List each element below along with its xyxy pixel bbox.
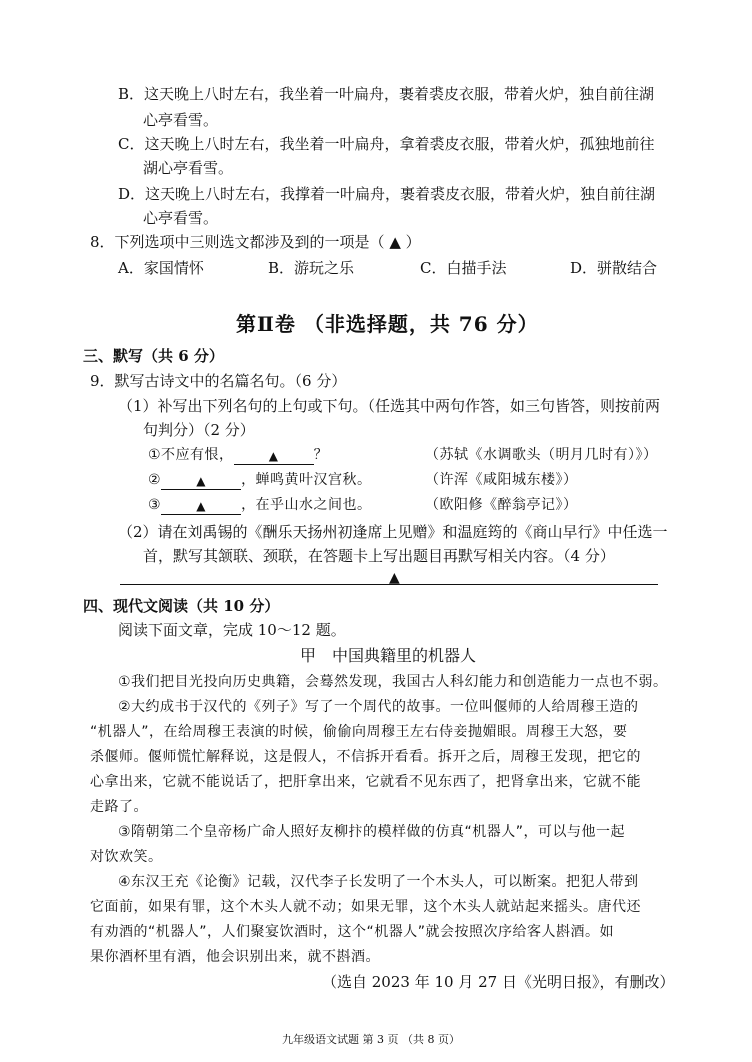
q7-option-d-line2: 心亭看雪。 <box>143 209 219 227</box>
q8-stem: 8．下列选项中三则选文都涉及到的一项是（ ▲ ） <box>90 233 421 251</box>
q7-option-d-line1: D．这天晚上八时左右，我撑着一叶扁舟，裹着裘皮衣服，带着火炉，独自前往湖 <box>118 185 656 203</box>
fill-item-2 <box>148 470 372 490</box>
q9-sub1-line2: 句判分）（2 分） <box>143 421 255 439</box>
fill-blank-3[interactable] <box>161 496 241 515</box>
q7-option-c-line1: C．这天晚上八时左右，我坐着一叶扁舟，拿着裘皮衣服，带着火炉，孤独地前往 <box>118 135 655 153</box>
q9-sub2-line2: 首，默写其颔联、颈联，在答题卡上写出题目再默写相关内容。（4 分） <box>143 547 615 565</box>
fill-item-3-source: （欧阳修《醉翁亭记》） <box>425 497 578 513</box>
article-p4-line4: 果你酒杯里有酒，他会识别出来，就不斟酒。 <box>90 949 380 965</box>
article-p2-line5: 走路了。 <box>90 799 148 815</box>
fill-blank-2-mark: ▲ <box>196 474 206 488</box>
fill-item-2-pre: ② <box>148 472 162 488</box>
q8-option-d: D．骈散结合 <box>570 259 658 277</box>
article-p2-line1: ②大约成书于汉代的《列子》写了一个周代的故事。一位叫偃师的人给周穆王造的 <box>118 699 639 715</box>
fill-blank-2[interactable] <box>161 471 241 490</box>
article-title: 甲 中国典籍里的机器人 <box>300 646 477 665</box>
fill-item-3-post: ，在乎山水之间也。 <box>241 497 372 513</box>
article-p4-line2: 它面前，如果有罪，这个木头人就不动；如果无罪，这个木头人就站起来摇头。唐代还 <box>90 899 641 915</box>
q8-option-c: C．白描手法 <box>420 259 507 277</box>
q9-sub2-line1: （2）请在刘禹锡的《酬乐天扬州初逢席上见赠》和温庭筠的《商山早行》中任选一 <box>118 523 668 541</box>
article-source: （选自 2023 年 10 月 27 日《光明日报》，有删改） <box>322 973 675 991</box>
article-p4-line3: 有劝酒的“机器人”，人们聚宴饮酒时，这个“机器人”就会按照次序给客人斟酒。如 <box>90 924 615 940</box>
article-p4-line1: ④东汉王充《论衡》记载，汉代李子长发明了一个木头人，可以断案。把犯人带到 <box>118 874 639 890</box>
article-p2-line2: “机器人”，在给周穆王表演的时候，偷偷向周穆王左右侍妾抛媚眼。周穆王大怒，要 <box>90 724 628 740</box>
q7-option-b-line2: 心亭看雪。 <box>143 111 219 129</box>
fill-item-3 <box>148 495 372 515</box>
fill-blank-1[interactable] <box>234 446 314 465</box>
article-p1: ①我们把目光投向历史典籍，会蓦然发现，我国古人科幻能力和创造能力一点也不弱。 <box>118 674 668 690</box>
reading-intro: 阅读下面文章，完成 10～12 题。 <box>118 621 346 639</box>
q7-option-b-line1: B．这天晚上八时左右，我坐着一叶扁舟，裹着裘皮衣服，带着火炉，独自前往湖 <box>118 85 655 103</box>
q9-sub1-line1: （1）补写出下列名句的上句或下句。（任选其中两句作答，如三句皆答，则按前两 <box>118 397 661 415</box>
fill-item-2-source: （许浑《咸阳城东楼》） <box>425 472 578 488</box>
fill-item-1-source: （苏轼《水调歌头（明月几时有）》） <box>425 447 658 463</box>
page-footer: 九年级语文试题 第 3 页 （共 8 页） <box>282 1033 460 1046</box>
q7-option-c-line2: 湖心亭看雪。 <box>143 159 234 177</box>
fill-item-1-post: ？ <box>313 447 329 463</box>
article-p2-line3: 杀偃师。偃师慌忙解释说，这是假人，不信拆开看看。拆开之后，周穆王发现，把它的 <box>90 749 641 765</box>
part2-title: 第Ⅱ卷 （非选择题，共 76 分） <box>236 312 539 336</box>
section3-heading: 三、默写（共 6 分） <box>83 347 224 365</box>
fill-item-1-pre: ①不应有恨， <box>148 447 234 463</box>
section4-heading: 四、现代文阅读（共 10 分） <box>83 597 280 615</box>
fill-blank-1-mark: ▲ <box>268 449 279 463</box>
article-p3-line1: ③隋朝第二个皇帝杨广命人照好友柳抃的模样做的仿真“机器人”，可以与他一起 <box>118 824 626 840</box>
fill-item-1 <box>148 445 328 465</box>
q8-option-b: B．游玩之乐 <box>268 259 355 277</box>
fill-item-3-pre: ③ <box>148 497 162 513</box>
fill-item-2-post: ，蝉鸣黄叶汉宫秋。 <box>241 472 372 488</box>
answer-line-mark: ▲ <box>389 570 400 586</box>
article-p3-line2: 对饮欢笑。 <box>90 849 163 865</box>
q8-option-a: A．家国情怀 <box>118 259 204 277</box>
article-p2-line4: 心拿出来，它就不能说话了，把肝拿出来，它就看不见东西了，把肾拿出来，它就不能 <box>90 774 641 790</box>
fill-blank-3-mark: ▲ <box>196 499 206 513</box>
q9-stem: 9．默写古诗文中的名篇名句。（6 分） <box>90 372 347 390</box>
